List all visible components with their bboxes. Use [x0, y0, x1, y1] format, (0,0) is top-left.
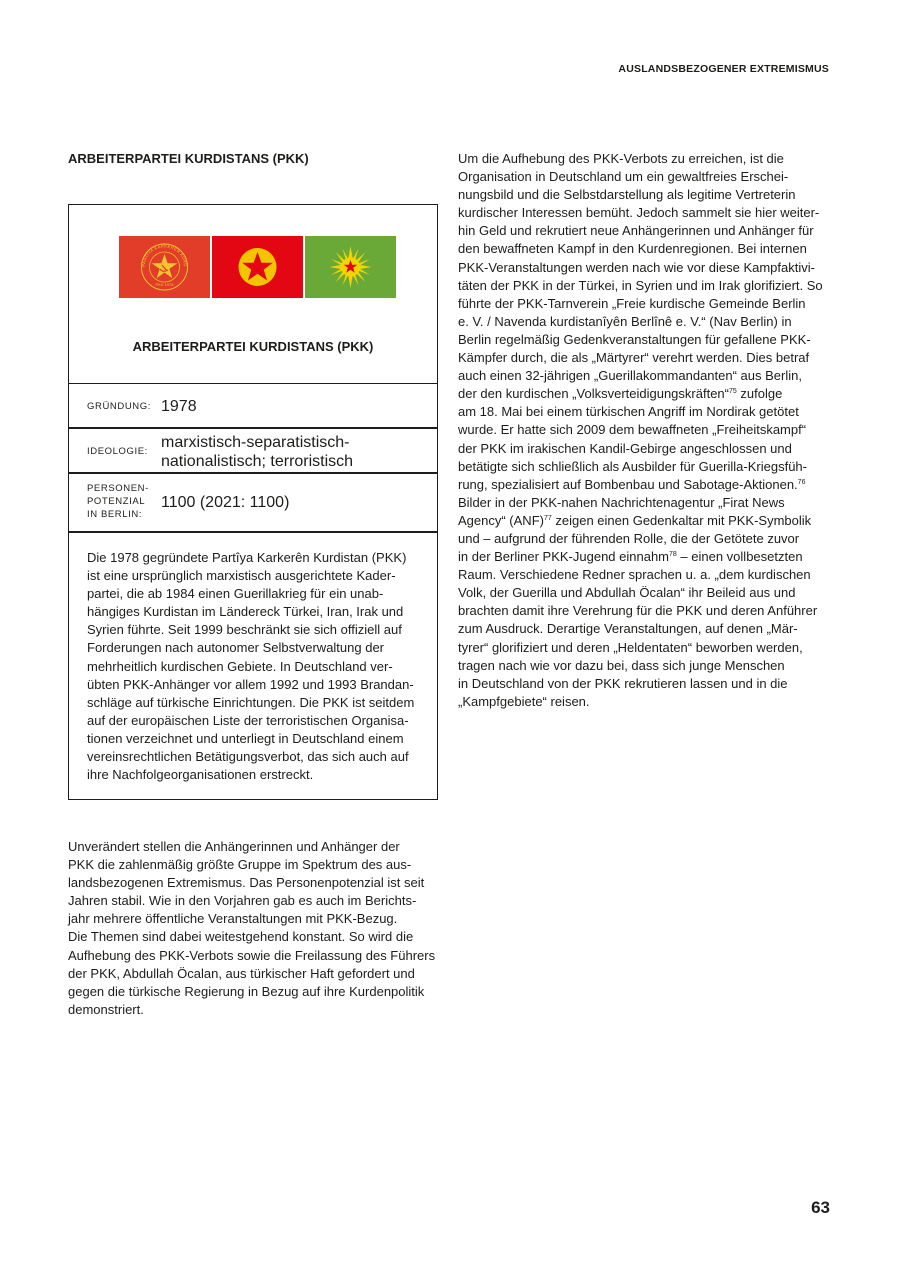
text-line: gegen die türkische Regierung in Bezug auf ihre Kurdenpolitik [68, 983, 425, 999]
emblem-year: PKK 1978 [155, 282, 174, 287]
text-line: Aufhebung des PKK-Verbots sowie die Freilassung des Führers [68, 947, 436, 963]
text-line: am 18. Mai bei einem türkischen Angriff im Nordirak getötet [458, 404, 799, 420]
text-line: „Kampfgebiete“ reisen. [458, 693, 590, 709]
text-line: mehrheitlich kurdischen Gebiete. In Deutschland ver- [87, 658, 393, 674]
text-segment: in der Berliner PKK-Jugend einnahm [458, 549, 670, 565]
text-line: vereinsrechtlichen Betätigungsverbot, das sich auch auf [87, 749, 409, 765]
text-line: betätigte sich schließlich als Ausbilder für Guerilla-Kriegsfüh- [458, 458, 807, 474]
text-line: PKK die zahlenmäßig größte Gruppe im Spektrum des aus- [68, 857, 412, 873]
right-column-paragraph [458, 150, 832, 711]
text-line [458, 385, 832, 403]
text-line: Die Themen sind dabei weitestgehend konstant. So wird die [68, 929, 414, 945]
row-label: GRÜNDUNG: [87, 401, 151, 412]
row-label-line: PERSONEN- [87, 483, 149, 494]
text-line: Berlin regelmäßig Gedenkveranstaltungen für gefallene PKK- [458, 331, 811, 347]
text-line: e. V. / Navenda kurdistanîyên Berlînê e. V.“ (Nav Berlin) in [458, 313, 792, 329]
pkk-infobox [68, 204, 438, 800]
page-number: 63 [811, 1198, 830, 1217]
footnote-ref: 78 [669, 551, 677, 559]
text-line: zum Ausdruck. Derartige Veranstaltungen, auf denen „Mär- [458, 621, 798, 637]
text-line: hängiges Kurdistan im Ländereck Türkei, Iran, Irak und [87, 604, 404, 620]
text-line: PKK-Veranstaltungen werden nach wie vor diese Kampfaktivi- [458, 259, 815, 275]
text-line: Unverändert stellen die Anhängerinnen und Anhänger der [68, 839, 400, 854]
footnote-ref: 75 [728, 388, 737, 396]
text-line: der PKK, Abdullah Öcalan, aus türkischer Haft gefordert und [68, 965, 415, 981]
text-line: tionen verzeichnet und unterliegt in Deutschland einem [87, 730, 404, 746]
row-personenpotenzial [69, 472, 437, 533]
text-line: Organisation in Deutschland um ein gewaltfreies Erschei- [458, 169, 789, 185]
text-line: brachten damit ihre Verehrung für die PKK und deren Anführer [458, 603, 818, 619]
footnote-ref: 76 [797, 478, 806, 486]
text-segment: zeigen einen Gedenkaltar mit PKK-Symbolik [551, 512, 812, 528]
text-line: schläge auf türkische Einrichtungen. Die PKK ist seitdem [87, 694, 415, 710]
infobox-title: ARBEITERPARTEI KURDISTANS (PKK) [132, 339, 374, 354]
text-line: in Deutschland von der PKK rekrutieren lassen und in die [458, 675, 788, 691]
row-value-line: nationalistisch; terroristisch [161, 453, 354, 470]
row-gruendung [69, 383, 437, 427]
pkk-party-emblem-flag [119, 236, 210, 298]
text-line: hin Geld und rekrutiert neue Anhängerinnen und Anhänger für [458, 223, 814, 239]
text-line [458, 548, 832, 566]
footnote-ref: 77 [543, 514, 552, 522]
text-line: partei, die ab 1984 einen Guerillakrieg für ein unab- [87, 586, 384, 602]
running-header: AUSLANDSBEZOGENER EXTREMISMUS [618, 63, 829, 75]
text-line: täten der PKK in der Türkei, in Syrien und im Irak glorifiziert. So [458, 277, 823, 293]
left-column-paragraph [68, 838, 440, 1019]
text-line: den bewaffneten Kampf in den Kurdenregionen. Bei internen [458, 241, 807, 257]
text-segment: der den kurdischen „Volksverteidigungskräften“ [458, 386, 729, 402]
text-line: Raum. Verschiedene Redner sprachen u. a. „dem kurdischen [458, 567, 811, 583]
text-segment: zufolge [736, 386, 783, 402]
text-line: Um die Aufhebung des PKK-Verbots zu erreichen, ist die [458, 151, 784, 166]
text-line: kurdischer Interessen bemüht. Jedoch sammelt sie hier weiter- [458, 205, 820, 221]
text-segment: rung, spezialisiert auf Bombenbau und Sabotage-Aktionen. [458, 476, 798, 492]
section-heading: ARBEITERPARTEI KURDISTANS (PKK) [68, 151, 309, 166]
text-segment: Agency“ (ANF) [458, 512, 544, 528]
row-value-line: marxistisch-separatistisch- [161, 434, 350, 451]
text-line: ist eine ursprünglich marxistisch ausgerichtete Kader- [87, 568, 396, 584]
ypg-star-flag [305, 236, 396, 298]
pkk-star-flag [212, 236, 303, 298]
row-label-line: IN BERLIN: [87, 509, 143, 520]
text-line: nungsbild und die Selbstdarstellung als legitime Vertreterin [458, 187, 796, 203]
text-line: tyrer“ glorifiziert und deren „Heldentaten“ beworben werden, [458, 639, 803, 655]
text-line: auf der europäischen Liste der terroristischen Organisa- [87, 712, 409, 728]
text-line [458, 512, 832, 530]
text-line: tragen nach wie vor dazu bei, dass sich junge Menschen [458, 657, 785, 673]
row-value: 1978 [161, 398, 197, 415]
text-line: Bilder in der PKK-nahen Nachrichtenagentur „Firat News [458, 494, 785, 510]
text-line: landsbezogenen Extremismus. Das Personenpotenzial ist seit [68, 875, 425, 891]
text-line: Die 1978 gegründete Partîya Karkerên Kurdistan (PKK) [87, 550, 407, 565]
text-line: und – aufgrund der führenden Rolle, die der Getötete zuvor [458, 530, 800, 546]
emblem-text: PARTÎYA KARKERÊN KURD [140, 243, 189, 268]
text-line: jahr mehrere öffentliche Veranstaltungen mit PKK-Bezug. [68, 911, 398, 927]
row-label: IDEOLOGIE: [87, 446, 148, 457]
text-line: auch einen 32-jährigen „Guerillakommandanten“ aus Berlin, [458, 368, 802, 384]
text-line: Volk, der Guerilla und Abdullah Öcalan“ ihr Beileid aus und [458, 585, 796, 601]
text-line: Syrien führte. Seit 1999 beschränkt sie sich offiziell auf [87, 622, 402, 638]
text-line: Forderungen nach autonomer Selbstverwaltung der [87, 640, 385, 656]
text-line: demonstriert. [68, 1001, 144, 1017]
text-line: der PKK im irakischen Kandil-Gebirge angeschlossen und [458, 440, 792, 456]
row-value: 1100 (2021: 1100) [161, 494, 290, 511]
row-value [161, 433, 421, 471]
text-line: übten PKK-Anhänger vor allem 1992 und 1993 Brandan- [87, 676, 414, 692]
infobox-description [87, 549, 423, 784]
row-label-line: POTENZIAL [87, 496, 146, 507]
row-ideologie [69, 427, 437, 472]
text-line: Kämpfer durch, die als „Märtyrer“ verehrt werden. Dies betraf [458, 350, 810, 366]
text-segment: – einen vollbesetzten [676, 549, 803, 565]
text-line [458, 476, 832, 494]
text-line: ihre Nachfolgeorganisationen erstreckt. [87, 767, 314, 783]
row-label [87, 482, 149, 521]
flags-row [119, 236, 396, 298]
text-line: führte der PKK-Tarnverein „Freie kurdische Gemeinde Berlin [458, 295, 806, 311]
text-line: Jahren stabil. Wie in den Vorjahren gab es auch im Berichts- [68, 893, 417, 909]
text-line: wurde. Er hatte sich 2009 dem bewaffneten „Freiheitskampf“ [458, 422, 807, 438]
